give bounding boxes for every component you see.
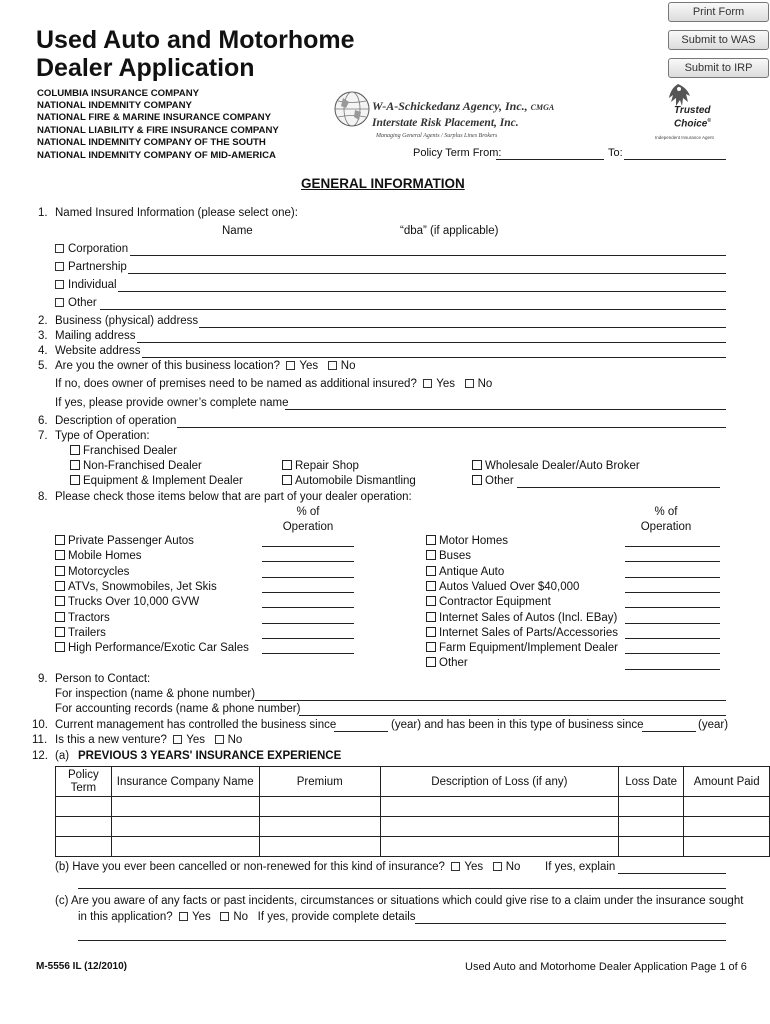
checkbox-icon[interactable] (426, 566, 436, 576)
insurance-history-table (55, 766, 770, 857)
policy-term-from-label: Policy Term From: (413, 147, 502, 159)
checkbox-icon[interactable] (55, 535, 65, 545)
q11-number: 11. (32, 734, 48, 746)
checkbox-icon[interactable] (55, 596, 65, 606)
q12b-explain-field-2[interactable] (78, 888, 726, 889)
table-cell[interactable] (259, 837, 380, 857)
q9-accounting-label: For accounting records (name & phone number) (55, 703, 301, 715)
submit-to-was-button[interactable]: Submit to WAS (668, 30, 769, 50)
q8-right-item[interactable]: Internet Sales of Parts/Accessories (426, 627, 618, 639)
q8-right-item[interactable]: Antique Auto (426, 566, 504, 578)
q2-text: Business (physical) address (55, 315, 199, 327)
header-loss-date: Loss Date (618, 767, 684, 797)
checkbox-icon[interactable] (472, 460, 482, 470)
q9-number: 9. (38, 673, 48, 685)
checkbox-icon[interactable] (55, 642, 65, 652)
q12-number: 12. (32, 750, 48, 762)
company-3: NATIONAL FIRE & MARINE INSURANCE COMPANY (37, 112, 271, 123)
table-cell[interactable] (380, 817, 618, 837)
table-cell[interactable] (56, 797, 112, 817)
q8-right-pct-field[interactable] (625, 577, 720, 578)
q8-right-pct-header: % of Operation (640, 506, 692, 533)
q8-left-pct-field[interactable] (262, 638, 354, 639)
checkbox-icon[interactable] (70, 445, 80, 455)
q12b-explain-field[interactable] (618, 873, 726, 874)
q11-yes-checkbox[interactable] (173, 735, 182, 744)
policy-term-to-label: To: (608, 147, 623, 159)
q8-left-pct-header: % of Operation (282, 506, 334, 533)
print-form-button[interactable]: Print Form (668, 2, 769, 22)
checkbox-icon[interactable] (55, 280, 64, 289)
q12b-yes-checkbox[interactable] (451, 862, 460, 871)
q7-number: 7. (38, 430, 48, 442)
q3-number: 3. (38, 330, 48, 342)
q5-yes-checkbox[interactable] (286, 361, 295, 370)
table-row (56, 817, 770, 837)
q8-left-pct-field[interactable] (262, 653, 354, 654)
q8-number: 8. (38, 491, 48, 503)
q8-right-item[interactable]: Farm Equipment/Implement Dealer (426, 642, 618, 654)
q8-right-pct-field[interactable] (625, 623, 720, 624)
q8-left-item[interactable]: ATVs, Snowmobiles, Jet Skis (55, 581, 217, 593)
q12b-explain-label: If yes, explain (545, 861, 616, 873)
q12c-text: (c) Are you aware of any facts or past incidents, circumstances or situations which could give rise to a claim under the insurance sought (55, 895, 744, 907)
table-cell[interactable] (684, 797, 770, 817)
business-address-field[interactable] (199, 327, 726, 328)
form-title-line2: Dealer Application (36, 54, 255, 82)
checkbox-icon[interactable] (70, 460, 80, 470)
q12c-details-field[interactable] (415, 923, 726, 924)
q1-option-individual[interactable]: Individual (55, 279, 117, 291)
checkbox-icon[interactable] (55, 298, 64, 307)
table-header-row (56, 767, 770, 797)
checkbox-icon[interactable] (426, 627, 436, 637)
q8-right-item[interactable]: Buses (426, 550, 471, 562)
table-cell[interactable] (56, 837, 112, 857)
checkbox-icon[interactable] (282, 475, 292, 485)
q8-right-pct-field[interactable] (625, 546, 720, 547)
q8-left-item[interactable]: Mobile Homes (55, 550, 142, 562)
q5-text: Are you the owner of this business location? Yes No (55, 360, 356, 372)
q1-name-header: Name (222, 225, 253, 237)
trusted-choice-text: Trusted Choice® (674, 105, 712, 130)
irp-name: Interstate Risk Placement, Inc. (372, 117, 519, 129)
q8-right-item[interactable]: Motor Homes (426, 535, 508, 547)
checkbox-icon[interactable] (55, 612, 65, 622)
q8-right-item[interactable]: Other (426, 657, 468, 669)
q12a-label: (a) (55, 750, 70, 762)
q5-number: 5. (38, 360, 48, 372)
q12a-title: PREVIOUS 3 YEARS' INSURANCE EXPERIENCE (78, 750, 342, 762)
table-cell[interactable] (618, 797, 684, 817)
q7-other[interactable]: Other (472, 475, 514, 487)
q10-part1: Current management has controlled the business since (55, 719, 337, 731)
q5-additional-insured: If no, does owner of premises need to be named as additional insured? Yes No (55, 378, 493, 390)
table-row (56, 837, 770, 857)
agency-tagline: Managing General Agents / Surplus Lines Brokers (376, 133, 498, 139)
business-since-field[interactable] (642, 731, 696, 732)
q8-right-pct-field[interactable] (625, 653, 720, 654)
q4-number: 4. (38, 345, 48, 357)
q6-number: 6. (38, 415, 48, 427)
inspection-contact-field[interactable] (255, 700, 726, 701)
q9-inspection-label: For inspection (name & phone number) (55, 688, 256, 700)
checkbox-icon[interactable] (55, 262, 64, 271)
q10-part3: (year) (698, 719, 729, 731)
policy-term-from-field[interactable] (496, 159, 604, 160)
q5-no-checkbox[interactable] (328, 361, 337, 370)
owner-name-field[interactable] (285, 409, 726, 410)
table-cell[interactable] (56, 817, 112, 837)
q1-number: 1. (38, 207, 48, 219)
q8-right-item[interactable]: Contractor Equipment (426, 596, 551, 608)
globe-icon (333, 90, 371, 128)
checkbox-icon[interactable] (55, 244, 64, 253)
header-policy-term: Policy Term (56, 767, 112, 797)
q8-text: Please check those items below that are part of your dealer operation: (55, 491, 412, 503)
header-insurance-company: Insurance Company Name (111, 767, 259, 797)
q8-left-pct-field[interactable] (262, 607, 354, 608)
q8-left-pct-field[interactable] (262, 546, 354, 547)
table-cell[interactable] (259, 817, 380, 837)
q4-text: Website address (55, 345, 141, 357)
q6-text: Description of operation (55, 415, 177, 427)
q11-text: Is this a new venture? Yes No (55, 734, 243, 746)
q1-other-field[interactable] (100, 309, 726, 310)
mailing-address-field[interactable] (137, 342, 726, 343)
q8-right-item[interactable]: Autos Valued Over $40,000 (426, 581, 579, 593)
q3-text: Mailing address (55, 330, 136, 342)
management-since-field[interactable] (334, 731, 388, 732)
checkbox-icon[interactable] (426, 596, 436, 606)
q5-additional-yes-checkbox[interactable] (423, 379, 432, 388)
q1-option-corporation[interactable]: Corporation (55, 243, 128, 255)
q1-partnership-field[interactable] (128, 273, 726, 274)
q8-left-pct-field[interactable] (262, 592, 354, 593)
trusted-choice-subtitle: Independent Insurance Agent (655, 135, 714, 140)
section-title: GENERAL INFORMATION (301, 176, 465, 191)
q1-text: Named Insured Information (please select one): (55, 207, 298, 219)
q1-corporation-field[interactable] (130, 255, 726, 256)
page-footer: Used Auto and Motorhome Dealer Application Page 1 of 6 (465, 961, 747, 973)
checkbox-icon[interactable] (70, 475, 80, 485)
q7-repair-shop[interactable]: Repair Shop (282, 460, 359, 472)
checkbox-icon[interactable] (282, 460, 292, 470)
q7-other-field[interactable] (517, 487, 720, 488)
table-cell[interactable] (684, 837, 770, 857)
policy-term-to-field[interactable] (624, 159, 726, 160)
q12b-no-checkbox[interactable] (493, 862, 502, 871)
q8-left-item[interactable]: High Performance/Exotic Car Sales (55, 642, 249, 654)
company-6: NATIONAL INDEMNITY COMPANY OF MID-AMERICA (37, 150, 276, 161)
header-amount-paid: Amount Paid (684, 767, 770, 797)
q9-text: Person to Contact: (55, 673, 151, 685)
q7-franchised[interactable]: Franchised Dealer (70, 445, 177, 457)
table-cell[interactable] (618, 837, 684, 857)
q8-right-pct-field[interactable] (625, 592, 720, 593)
company-5: NATIONAL INDEMNITY COMPANY OF THE SOUTH (37, 137, 266, 148)
q8-right-pct-field[interactable] (625, 561, 720, 562)
q7-non-franchised[interactable]: Non-Franchised Dealer (70, 460, 202, 472)
q5-owner-name-label: If yes, please provide owner’s complete name (55, 397, 289, 409)
q5-additional-no-checkbox[interactable] (465, 379, 474, 388)
checkbox-icon[interactable] (426, 550, 436, 560)
description-of-operation-field[interactable] (177, 427, 726, 428)
form-number: M-5556 IL (12/2010) (36, 961, 127, 972)
q10-number: 10. (32, 719, 48, 731)
q11-no-checkbox[interactable] (215, 735, 224, 744)
checkbox-icon[interactable] (426, 657, 436, 667)
header-premium: Premium (259, 767, 380, 797)
table-row (56, 797, 770, 817)
q12b-text: (b) Have you ever been cancelled or non-renewed for this kind of insurance? Yes No (55, 861, 521, 873)
q8-left-pct-field[interactable] (262, 623, 354, 624)
form-title-line1: Used Auto and Motorhome (36, 26, 355, 54)
table-cell[interactable] (618, 817, 684, 837)
q8-right-item[interactable]: Internet Sales of Autos (Incl. EBay) (426, 612, 617, 624)
table-cell[interactable] (111, 837, 259, 857)
table-cell[interactable] (259, 797, 380, 817)
table-cell[interactable] (111, 797, 259, 817)
q10-part2: (year) and has been in this type of business since (391, 719, 644, 731)
q8-left-item[interactable]: Trailers (55, 627, 106, 639)
q8-left-pct-field[interactable] (262, 577, 354, 578)
agency-cmga: CMGA (530, 103, 555, 112)
checkbox-icon[interactable] (55, 566, 65, 576)
q8-left-item[interactable]: Private Passenger Autos (55, 535, 194, 547)
submit-to-irp-button[interactable]: Submit to IRP (668, 58, 769, 78)
table-cell[interactable] (684, 817, 770, 837)
checkbox-icon[interactable] (426, 535, 436, 545)
table-cell[interactable] (380, 837, 618, 857)
website-address-field[interactable] (142, 357, 726, 358)
accounting-contact-field[interactable] (299, 715, 726, 716)
table-cell[interactable] (111, 817, 259, 837)
checkbox-icon[interactable] (426, 612, 436, 622)
q12c-details-field-2[interactable] (78, 940, 726, 941)
q1-option-other[interactable]: Other (55, 297, 97, 309)
table-cell[interactable] (380, 797, 618, 817)
company-1: COLUMBIA INSURANCE COMPANY (37, 88, 200, 99)
q12c-no-checkbox[interactable] (220, 912, 229, 921)
checkbox-icon[interactable] (472, 475, 482, 485)
q8-left-pct-field[interactable] (262, 561, 354, 562)
q8-left-item[interactable]: Motorcycles (55, 566, 129, 578)
q1-individual-field[interactable] (118, 291, 726, 292)
q7-dismantling[interactable]: Automobile Dismantling (282, 475, 416, 487)
q8-right-pct-field[interactable] (625, 638, 720, 639)
header-description-of-loss: Description of Loss (if any) (380, 767, 618, 797)
q1-option-partnership[interactable]: Partnership (55, 261, 127, 273)
q8-right-pct-field[interactable] (625, 607, 720, 608)
q12c-yes-checkbox[interactable] (179, 912, 188, 921)
q7-wholesale[interactable]: Wholesale Dealer/Auto Broker (472, 460, 640, 472)
checkbox-icon[interactable] (426, 581, 436, 591)
q7-text: Type of Operation: (55, 430, 150, 442)
checkbox-icon[interactable] (55, 550, 65, 560)
agency-name: W-A-Schickedanz Agency, Inc., (372, 99, 528, 113)
q12c-text2: in this application? Yes No If yes, provide complete details (78, 911, 416, 923)
q7-equipment[interactable]: Equipment & Implement Dealer (70, 475, 243, 487)
q2-number: 2. (38, 315, 48, 327)
q8-right-pct-field[interactable] (625, 669, 720, 670)
q1-dba-header: “dba” (if applicable) (400, 225, 499, 237)
checkbox-icon[interactable] (426, 642, 436, 652)
checkbox-icon[interactable] (55, 581, 65, 591)
company-4: NATIONAL LIABILITY & FIRE INSURANCE COMPANY (37, 125, 279, 136)
q8-left-item[interactable]: Trucks Over 10,000 GVW (55, 596, 199, 608)
checkbox-icon[interactable] (55, 627, 65, 637)
company-2: NATIONAL INDEMNITY COMPANY (37, 100, 192, 111)
q8-left-item[interactable]: Tractors (55, 612, 110, 624)
